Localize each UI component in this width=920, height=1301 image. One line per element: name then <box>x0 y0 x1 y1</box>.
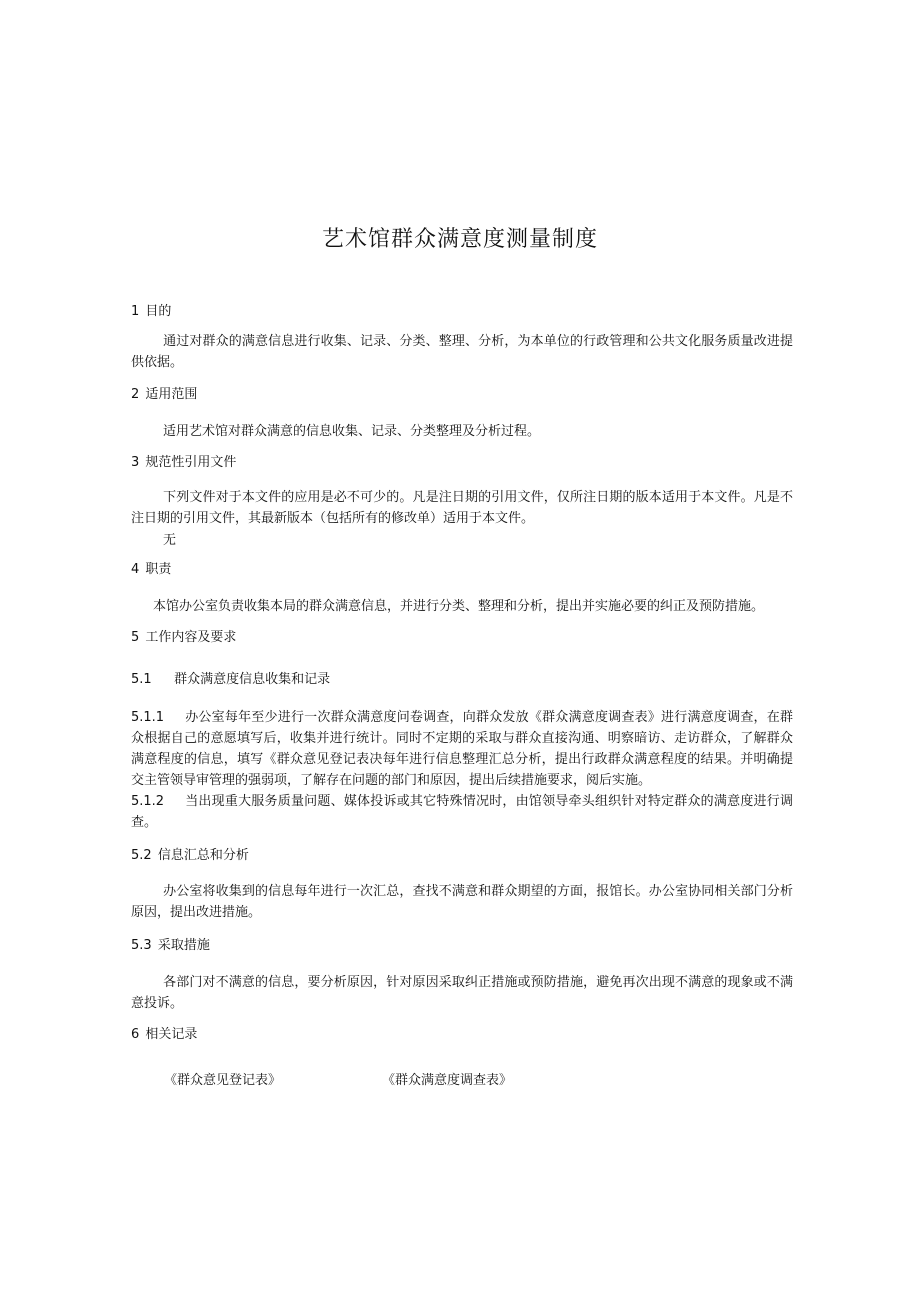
section-title: 目的 <box>145 304 172 319</box>
section-number: 5.1.1 <box>131 710 165 725</box>
section-5-2-paragraph <box>131 881 793 923</box>
section-2-heading <box>131 383 197 402</box>
section-5-2-heading <box>131 844 249 863</box>
section-title: 职责 <box>145 562 172 577</box>
section-3-paragraph <box>131 487 793 529</box>
section-number: 6 <box>131 1027 140 1042</box>
section-3-none: 无 <box>163 533 177 548</box>
section-number: 5.2 <box>131 848 152 863</box>
section-title: 采取措施 <box>157 938 210 953</box>
section-number: 5.1 <box>131 672 152 687</box>
paragraph-text: 各部门对不满意的信息，要分析原因，针对原因采取纠正措施或预防措施，避免再次出现不满意的现象或不满意投诉。 <box>131 975 793 1011</box>
section-title: 相关记录 <box>145 1027 198 1042</box>
paragraph-text: 通过对群众的满意信息进行收集、记录、分类、整理、分析，为本单位的行政管理和公共文化服务质量改进提供依据。 <box>131 334 793 370</box>
section-6-heading <box>131 1023 197 1042</box>
paragraph-text: 办公室每年至少进行一次群众满意度问卷调查，向群众发放《群众满意度调查表》进行满意度调查，在群众根据自己的意愿填写后，收集并进行统计。同时不定期的采取与群众直接沟通、明察暗访、走访群众，了解群众满意程度的信息，填写《群众意见登记表决每年进行信息整理汇总分析，提出行政群众满意程度的结果。并明确提交主管领导审管理的强弱项，了解存在问题的部门和原因，提出后续措施要求，阅后实施。 <box>131 710 793 788</box>
section-title: 群众满意度信息收集和记录 <box>174 672 331 687</box>
section-number: 4 <box>131 562 140 577</box>
section-4-paragraph: 本馆办公室负责收集本局的群众满意信息，并进行分类、整理和分析，提出并实施必要的纠正及预防措施。 <box>153 599 765 614</box>
section-5-3-heading <box>131 934 210 953</box>
section-number: 5.1.2 <box>131 794 165 809</box>
section-5-heading <box>131 626 236 645</box>
section-title: 工作内容及要求 <box>145 630 237 645</box>
section-number: 2 <box>131 387 140 402</box>
document-title: 艺术馆群众满意度测量制度 <box>321 227 598 252</box>
record-item: 《群众满意度调查表》 <box>382 1073 513 1088</box>
section-number: 5.3 <box>131 938 152 953</box>
section-5-1-heading <box>131 668 330 687</box>
paragraph-text: 下列文件对于本文件的应用是必不可少的。凡是注日期的引用文件，仅所注日期的版本适用于本文件。凡是不注日期的引用文件，其最新版本（包括所有的修改单）适用于本文件。 <box>131 490 793 526</box>
section-title: 信息汇总和分析 <box>157 848 249 863</box>
section-1-heading <box>131 300 171 319</box>
section-number: 3 <box>131 455 140 470</box>
section-number: 1 <box>131 304 140 319</box>
paragraph-text: 当出现重大服务质量问题、媒体投诉或其它特殊情况时，由馆领导牵头组织针对特定群众的满意度进行调查。 <box>131 794 793 830</box>
paragraph-text: 适用艺术馆对群众满意的信息收集、记录、分类整理及分析过程。 <box>163 424 541 439</box>
section-title: 适用范围 <box>145 387 198 402</box>
record-item: 《群众意见登记表》 <box>164 1073 282 1088</box>
section-number: 5 <box>131 630 140 645</box>
section-3-heading <box>131 451 236 470</box>
section-2-paragraph <box>131 421 793 442</box>
section-title: 规范性引用文件 <box>145 455 237 470</box>
paragraph-text: 办公室将收集到的信息每年进行一次汇总，查找不满意和群众期望的方面，报馆长。办公室协同相关部门分析原因，提出改进措施。 <box>131 884 793 920</box>
section-5-3-paragraph <box>131 972 793 1014</box>
section-1-paragraph <box>131 331 793 373</box>
section-4-heading <box>131 558 171 577</box>
related-records <box>164 1069 512 1088</box>
section-5-1-2-paragraph <box>131 791 793 833</box>
section-5-1-1-paragraph <box>131 707 793 791</box>
